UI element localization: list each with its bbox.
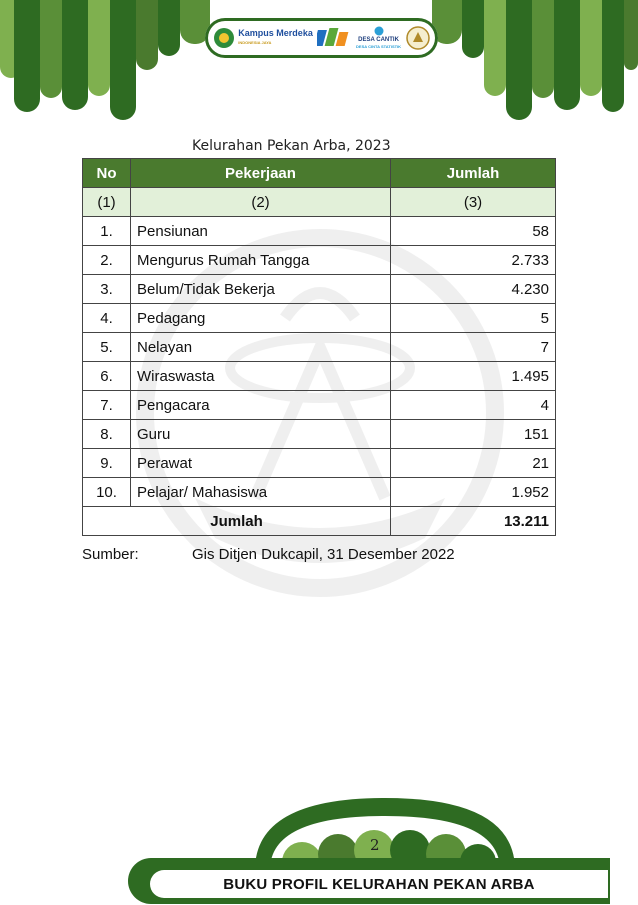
table-row (83, 217, 556, 246)
bps-logo-icon (317, 26, 351, 50)
row-occupation: Nelayan (131, 333, 391, 362)
row-count: 21 (391, 449, 556, 478)
table-row (83, 391, 556, 420)
column-number-3: (3) (391, 188, 556, 217)
row-count: 7 (391, 333, 556, 362)
occupation-table (82, 158, 556, 536)
row-count: 4.230 (391, 275, 556, 304)
kampus-merdeka-subtext: INDONESIA JAYA (238, 40, 272, 45)
row-count: 1.952 (391, 478, 556, 507)
table-caption: Kelurahan Pekan Arba, 2023 (192, 138, 391, 154)
row-count: 2.733 (391, 246, 556, 275)
row-number: 8. (83, 420, 131, 449)
footer-title: BUKU PROFIL KELURAHAN PEKAN ARBA (150, 870, 608, 898)
row-number: 4. (83, 304, 131, 333)
table-row (83, 478, 556, 507)
row-occupation: Guru (131, 420, 391, 449)
row-occupation: Pensiunan (131, 217, 391, 246)
header-no: No (83, 159, 131, 188)
row-occupation: Pengacara (131, 391, 391, 420)
column-number-row (83, 188, 556, 217)
row-count: 58 (391, 217, 556, 246)
row-count: 1.495 (391, 362, 556, 391)
logo-banner (205, 18, 438, 58)
source-text: Gis Ditjen Dukcapil, 31 Desember 2022 (192, 546, 455, 563)
column-number-1: (1) (83, 188, 131, 217)
table-row (83, 449, 556, 478)
desa-cantik-emblem-icon (374, 26, 384, 36)
row-occupation: Pelajar/ Mahasiswa (131, 478, 391, 507)
row-occupation: Mengurus Rumah Tangga (131, 246, 391, 275)
desa-cantik-text: DESA CANTIK (358, 37, 399, 43)
table-row (83, 333, 556, 362)
table-row (83, 420, 556, 449)
row-number: 3. (83, 275, 131, 304)
row-count: 151 (391, 420, 556, 449)
row-number: 10. (83, 478, 131, 507)
row-count: 4 (391, 391, 556, 420)
desa-cantik-logo (356, 26, 401, 50)
page-number: 2 (370, 836, 380, 854)
row-occupation: Pedagang (131, 304, 391, 333)
row-number: 2. (83, 246, 131, 275)
kampus-merdeka-logo (213, 27, 313, 49)
total-row (83, 507, 556, 536)
row-count: 5 (391, 304, 556, 333)
row-number: 5. (83, 333, 131, 362)
regency-seal-icon (406, 26, 430, 50)
total-label: Jumlah (83, 507, 391, 536)
row-number: 7. (83, 391, 131, 420)
row-number: 6. (83, 362, 131, 391)
table-row (83, 304, 556, 333)
row-number: 1. (83, 217, 131, 246)
column-number-2: (2) (131, 188, 391, 217)
desa-cantik-subtext: DESA CINTA STATISTIK (356, 44, 402, 49)
row-occupation: Belum/Tidak Bekerja (131, 275, 391, 304)
table-header-row (83, 159, 556, 188)
source-note (82, 546, 455, 563)
header-pekerjaan: Pekerjaan (131, 159, 391, 188)
kampus-merdeka-emblem-icon (213, 27, 235, 49)
row-occupation: Wiraswasta (131, 362, 391, 391)
kampus-merdeka-text: Kampus Merdeka (238, 28, 313, 38)
source-label: Sumber: (82, 546, 139, 563)
header-jumlah: Jumlah (391, 159, 556, 188)
table-row (83, 275, 556, 304)
row-number: 9. (83, 449, 131, 478)
row-occupation: Perawat (131, 449, 391, 478)
total-value: 13.211 (391, 507, 556, 536)
table-row (83, 362, 556, 391)
table-row (83, 246, 556, 275)
